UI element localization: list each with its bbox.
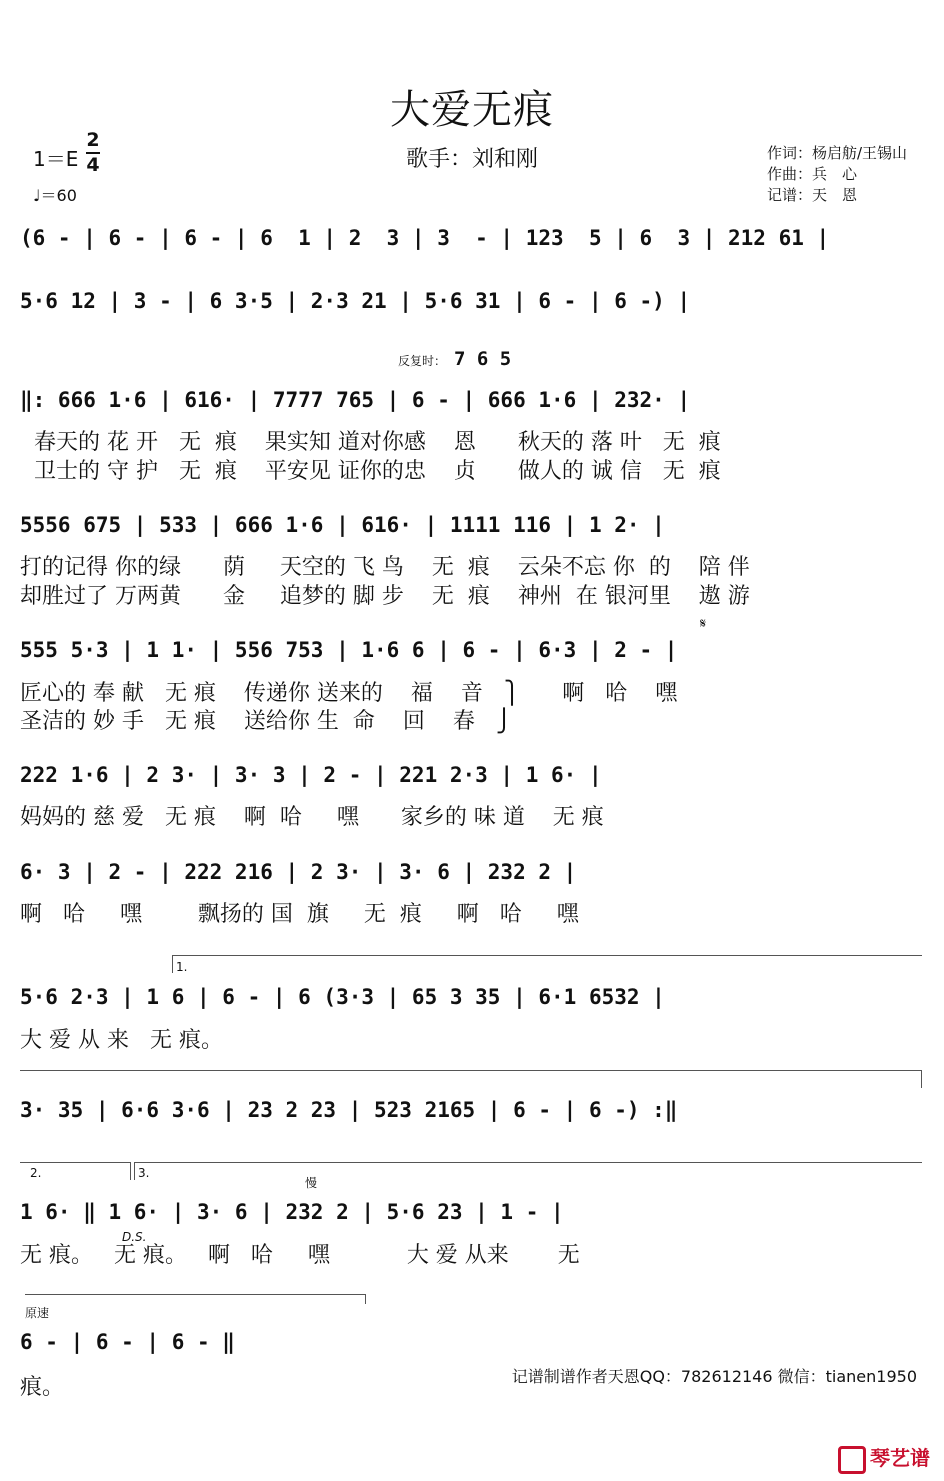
score-line-1: (6 - | 6 - | 6 - | 6 1 | 2 3 | 3 - | 123 5 | 6 3 | 212 61 | — [20, 226, 830, 250]
ending-2-label: 2. — [30, 1166, 42, 1180]
lyric-line-8: 大 爱 从 来 无 痕。 — [20, 1028, 223, 1053]
score-line-4: 5556 675 | 533 | 666 1·6 | 616· | 1111 116 | 1 2· | — [20, 513, 665, 537]
score-line-2: 5·6 12 | 3 - | 6 3·5 | 2·3 21 | 5·6 31 | 6 - | 6 -) | — [20, 289, 691, 313]
composer: 作曲：兵 心 — [767, 165, 858, 183]
logo-icon — [838, 1446, 866, 1474]
slow-marking: 慢 — [305, 1176, 318, 1190]
score-line-10: 1 6· ‖ 1 6· | 3· 6 | 232 2 | 5·6 23 | 1 - | — [20, 1200, 564, 1224]
lyric-line-11: 痕。 — [20, 1375, 65, 1400]
repeat-notes: 7 6 5 — [454, 348, 512, 370]
singer-label: 歌手：刘和刚 — [405, 147, 538, 172]
lyric-line-5a: 匠心的 奉 献 无 痕 传递你 送来的 福 音 ⎫ 啊 哈 嘿 — [20, 681, 678, 706]
lyric-line-3a: 春天的 花 开 无 痕 果实知 道对你感 恩 秋天的 落 叶 无 痕 — [20, 430, 721, 455]
site-logo[interactable] — [838, 1442, 930, 1474]
repeat-note-label: 反复时： — [398, 354, 447, 368]
ending-1-bracket-left — [172, 955, 173, 973]
transcriber: 记谱：天 恩 — [767, 186, 858, 204]
ending-1-label: 1. — [176, 960, 188, 974]
score-line-6: 222 1·6 | 2 3· | 3· 3 | 2 - | 221 2·3 | 1 6· | — [20, 763, 602, 787]
logo-text: 琴艺谱 — [870, 1446, 930, 1470]
original-speed-line — [25, 1294, 365, 1295]
ds-marking: D.S. — [122, 1230, 147, 1244]
lyric-line-4a: 打的记得 你的绿 荫 天空的 飞 鸟 无 痕 云朵不忘 你 的 陪 伴 — [20, 555, 750, 580]
ending-2-bracket-right — [130, 1162, 131, 1180]
score-line-11: 6 - | 6 - | 6 - ‖ — [20, 1330, 235, 1354]
time-signature-bottom: 4 — [86, 154, 100, 176]
ending-3-bracket-left — [134, 1162, 135, 1180]
ending-1-bracket-cont — [20, 1070, 922, 1071]
tempo-marking: ♩＝60 — [33, 186, 77, 205]
ending-2-bracket — [20, 1162, 130, 1163]
ending-1-bracket — [172, 955, 922, 956]
page-title: 大爱无痕 — [390, 87, 554, 133]
time-signature — [86, 130, 100, 176]
time-signature-top: 2 — [86, 129, 100, 151]
lyric-line-5b: 圣洁的 妙 手 无 痕 送给你 生 命 回 春 ⎭ — [20, 709, 513, 734]
ending-3-bracket — [134, 1162, 922, 1163]
lyric-line-3b: 卫士的 守 护 无 痕 平安见 证你的忠 贞 做人的 诚 信 无 痕 — [20, 459, 721, 484]
lyric-line-7: 啊 哈 嘿 飘扬的 国 旗 无 痕 啊 哈 嘿 — [20, 902, 579, 927]
score-line-3: ‖: 666 1·6 | 616· | 7777 765 | 6 - | 666 1·6 | 232· | — [20, 388, 691, 412]
lyric-line-4b: 却胜过了 万两黄 金 追梦的 脚 步 无 痕 神州 在 银河里 遨 游 — [20, 584, 750, 609]
score-line-7: 6· 3 | 2 - | 222 216 | 2 3· | 3· 6 | 232 2 | — [20, 860, 577, 884]
ending-1-bracket-right — [921, 1070, 922, 1088]
original-speed-line-end — [365, 1294, 366, 1304]
lyric-line-6: 妈妈的 慈 爱 无 痕 啊 哈 嘿 家乡的 味 道 无 痕 — [20, 805, 604, 830]
segno-sign: 𝄋 — [700, 616, 707, 632]
lyricist: 作词：杨启舫/王锡山 — [767, 144, 908, 162]
score-line-5: 555 5·3 | 1 1· | 556 753 | 1·6 6 | 6 - | 6·3 | 2 - | — [20, 638, 678, 662]
lyric-line-10: 无 痕。 无 痕。 啊 哈 嘿 大 爱 从来 无 — [20, 1243, 580, 1268]
key-signature: 1＝E — [33, 147, 79, 171]
score-line-8: 5·6 2·3 | 1 6 | 6 - | 6 (3·3 | 65 3 35 | 6·1 6532 | — [20, 985, 665, 1009]
credits — [767, 143, 919, 206]
score-line-9: 3· 35 | 6·6 3·6 | 23 2 23 | 523 2165 | 6 - | 6 -) :‖ — [20, 1098, 678, 1122]
original-speed-label: 原速 — [25, 1306, 50, 1320]
footer-credit: 记谱制谱作者天恩QQ：782612146 微信：tianen1950 — [511, 1367, 917, 1386]
ending-3-label: 3. — [138, 1166, 150, 1180]
